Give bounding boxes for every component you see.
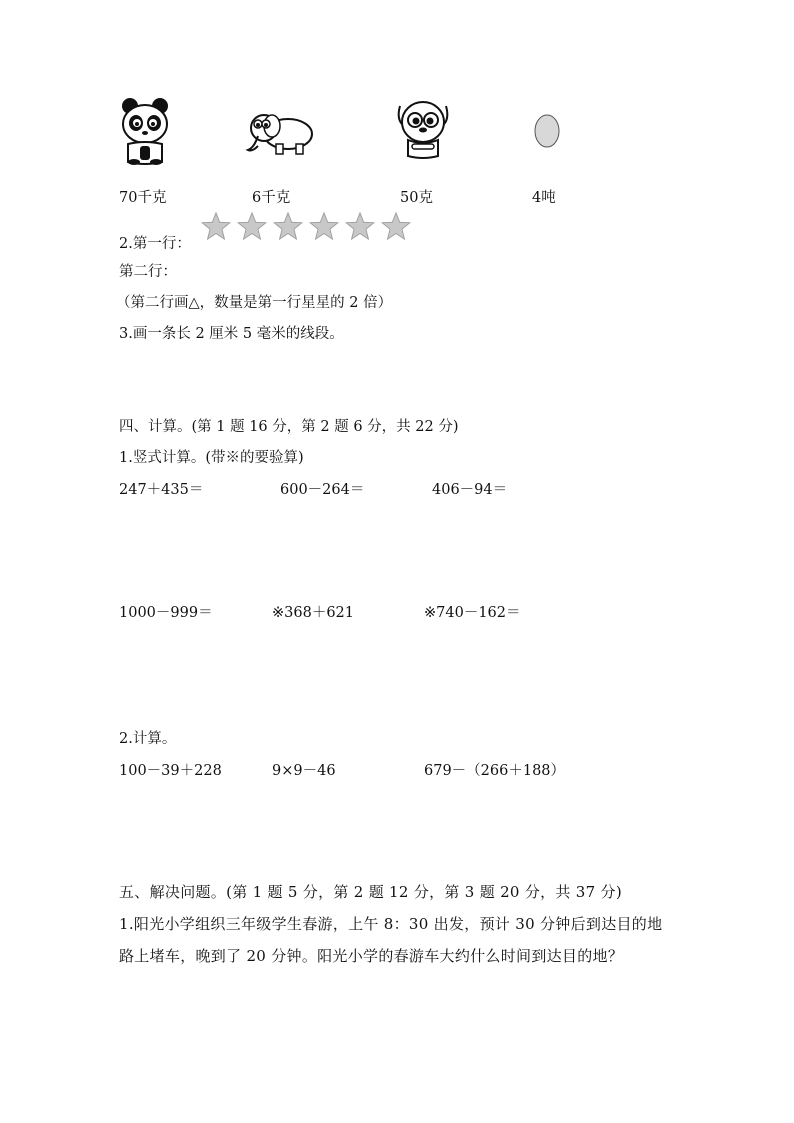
weight-label-dog: 50克 <box>400 190 433 206</box>
star-icon <box>235 210 269 244</box>
egg-icon <box>532 110 562 150</box>
section4-sub1: 1.竖式计算。(带※的要验算) <box>119 450 304 466</box>
elephant-icon <box>244 108 316 158</box>
star-icon <box>271 210 305 244</box>
panda-icon <box>118 96 172 166</box>
section5-q1-line2: 路上堵车，晚到了 20 分钟。阳光小学的春游车大约什么时间到达目的地？ <box>119 947 624 965</box>
q2-row2-label: 第二行： <box>119 264 177 280</box>
star-icon <box>199 210 233 244</box>
calc-item: 1000－999＝ <box>119 605 213 621</box>
calc-item: 9×9－46 <box>272 763 336 779</box>
weight-label-egg: 4吨 <box>532 190 556 206</box>
calc-item: ※368＋621 <box>272 605 355 621</box>
star-row <box>199 210 413 244</box>
star-icon <box>379 210 413 244</box>
calc-item: ※740－162＝ <box>424 605 521 621</box>
q2-row1-label: 2.第一行： <box>119 236 191 252</box>
weight-label-elephant: 6千克 <box>252 190 291 206</box>
dog-icon <box>394 96 452 162</box>
weight-label-panda: 70千克 <box>119 190 167 206</box>
section4-sub2: 2.计算。 <box>119 731 177 747</box>
calc-item: 100－39＋228 <box>119 763 222 779</box>
star-icon <box>307 210 341 244</box>
calc-item: 600－264＝ <box>280 482 365 498</box>
calc-item: 247＋435＝ <box>119 482 204 498</box>
calc-item: 406－94＝ <box>432 482 508 498</box>
section5-title: 五、解决问题。(第 1 题 5 分，第 2 题 12 分，第 3 题 20 分，共 37 分) <box>119 883 622 901</box>
calc-item: 679－（266＋188） <box>424 763 566 779</box>
star-icon <box>343 210 377 244</box>
q2-note: （第二行画△，数量是第一行星星的 2 倍） <box>116 295 393 311</box>
q3-text: 3.画一条长 2 厘米 5 毫米的线段。 <box>119 326 344 342</box>
section4-title: 四、计算。(第 1 题 16 分，第 2 题 6 分，共 22 分) <box>119 419 459 435</box>
section5-q1-line1: 1.阳光小学组织三年级学生春游，上午 8：30 出发，预计 30 分钟后到达目的地 <box>119 915 663 933</box>
